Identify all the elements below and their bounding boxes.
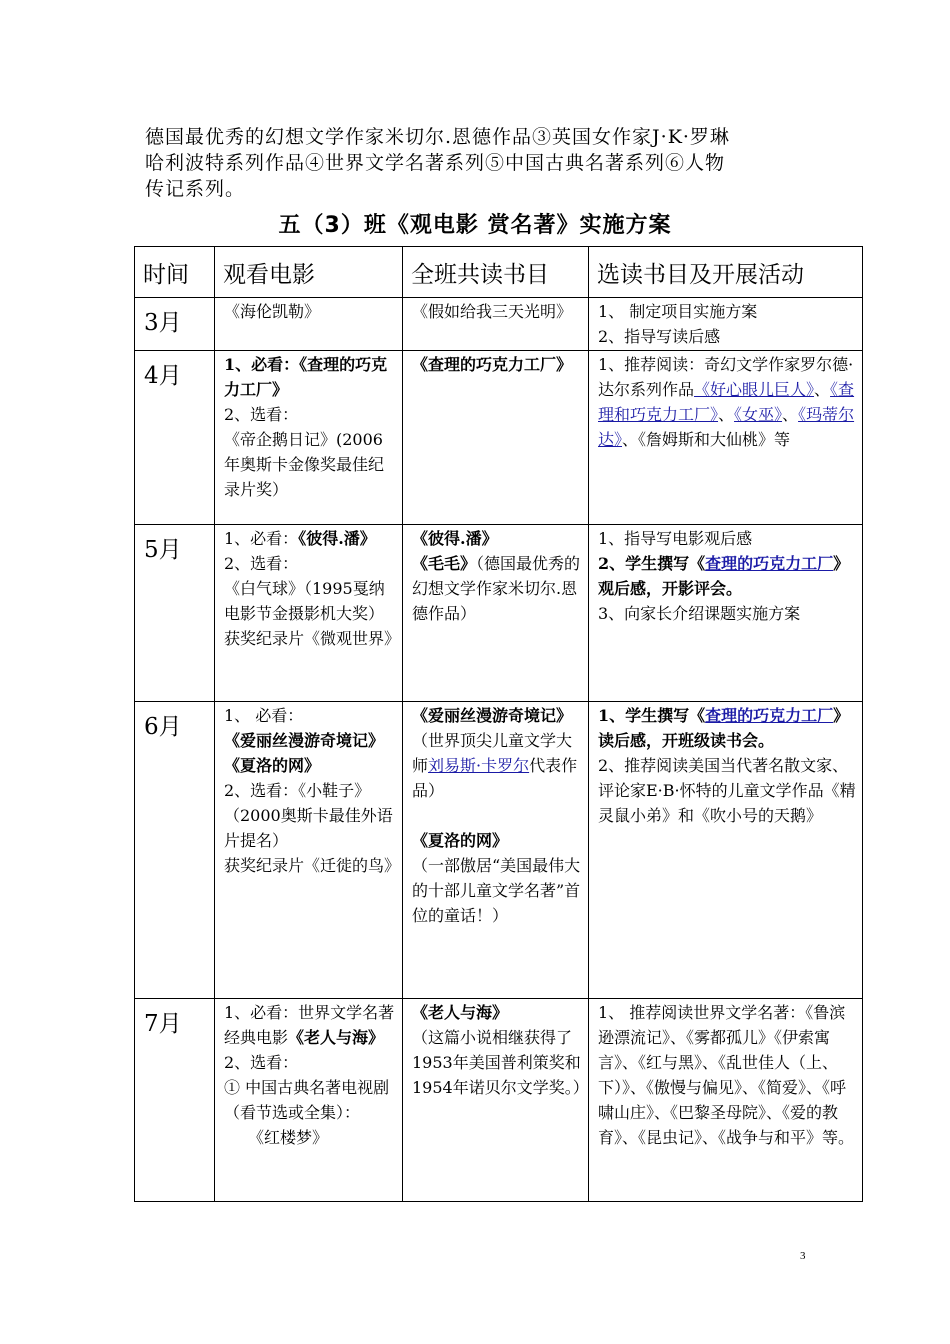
movie-optional-label: 2、选看： (224, 1053, 299, 1072)
table-row (135, 702, 863, 999)
intro-paragraph (145, 124, 825, 202)
movie-optional: ① 中国古典名著电视剧（看节选或全集）： (224, 1078, 390, 1122)
activity-text: 》观后感，开影评会。 (598, 554, 850, 598)
movie-required: 《老人与海》 (288, 1028, 385, 1047)
movie-optional: 获奖纪录片《微观世界》 (224, 629, 401, 648)
separator: 、 (718, 405, 735, 424)
book-text: 《假如给我三天光明》 (412, 302, 573, 321)
movie-optional: 《红楼梦》 (248, 1128, 329, 1147)
book-note: （世界顶尖儿童文学大师 (412, 731, 573, 775)
header-movie: 观看电影 (215, 247, 403, 298)
movie-optional-label: 2、选看： (224, 405, 299, 424)
movie-required-label: 1、必看： (224, 529, 299, 548)
month-cell: 5月 (135, 525, 215, 702)
activity-line: 2、指导写读后感 (598, 327, 721, 346)
movie-optional: 《白气球》（1995戛纳电影节金摄影机大奖） (224, 579, 385, 623)
plan-table (134, 246, 863, 1202)
movie-cell (215, 702, 403, 999)
separator: 、 (782, 405, 799, 424)
month-cell: 6月 (135, 702, 215, 999)
month-cell: 7月 (135, 999, 215, 1202)
book-cell (403, 525, 589, 702)
book-link[interactable]: 《查理和巧克力工厂》 (598, 380, 855, 424)
intro-line: 传记系列。 (145, 178, 246, 200)
book-cell (403, 999, 589, 1202)
activity-line: 1、 推荐阅读世界文学名著：《鲁滨逊漂流记》、《雾都孤儿》《伊索寓言》、《红与黑》、《乱世佳人（上、下）》、《傲慢与偏见》、《简爱》、《呼啸山庄》、《巴黎圣母院》、《爱的教育》、《昆虫记》、《战争与和平》等。 (598, 1003, 855, 1147)
activity-text: 、《詹姆斯和大仙桃》等 (622, 430, 791, 449)
book-title: 《夏洛的网》 (412, 831, 509, 850)
activity-cell (589, 999, 863, 1202)
movie-cell (215, 999, 403, 1202)
movie-optional-label: 2、选看： (224, 554, 299, 573)
intro-line: 哈利波特系列作品④世界文学名著系列⑤中国古典名著系列⑥人物 (145, 152, 726, 174)
movie-required: 《夏洛的网》 (224, 756, 321, 775)
table-row (135, 298, 863, 351)
activity-cell (589, 298, 863, 351)
activity-cell (589, 525, 863, 702)
movie-cell (215, 298, 403, 351)
activity-text: 2、学生撰写《 (598, 554, 706, 573)
book-note: （一部傲居“美国最伟大的十部儿童文学名著”首位的童话！） (412, 856, 581, 925)
book-title: 《老人与海》 (412, 1003, 509, 1022)
book-note: （这篇小说相继获得了1953年美国普利策奖和1954年诺贝尔文学奖。） (412, 1028, 589, 1097)
header-activities: 选读书目及开展活动 (589, 247, 863, 298)
document-title: 五（3）班《观电影 赏名著》实施方案 (278, 213, 672, 238)
movie-text: 《海伦凯勒》 (224, 302, 321, 321)
book-note: 代表作品） (412, 756, 578, 800)
month-cell: 3月 (135, 298, 215, 351)
table-header-row (135, 247, 863, 298)
book-title: 《爱丽丝漫游奇境记》 (412, 706, 573, 725)
header-shared-book: 全班共读书目 (403, 247, 589, 298)
activity-line: 1、指导写电影观后感 (598, 529, 753, 548)
author-link[interactable]: 刘易斯·卡罗尔 (428, 756, 530, 775)
book-cell (403, 298, 589, 351)
movie-optional: 获奖纪录片《迁徙的鸟》 (224, 856, 401, 875)
activity-line: 1、 制定项目实施方案 (598, 302, 758, 321)
book-link[interactable]: 查理的巧克力工厂 (705, 706, 834, 725)
book-link[interactable]: 《女巫》 (734, 405, 783, 424)
table-row (135, 999, 863, 1202)
activity-line: 2、推荐阅读美国当代著名散文家、评论家E·B·怀特的儿童文学作品《精灵鼠小弟》和《吹小号的天鹅》 (598, 756, 856, 825)
month-cell: 4月 (135, 351, 215, 525)
book-title: 《毛毛》 (412, 554, 477, 573)
movie-required: 《彼得.潘》 (298, 529, 376, 548)
table-row (135, 351, 863, 525)
activity-cell (589, 702, 863, 999)
table-row (135, 525, 863, 702)
movie-optional: 《帝企鹅日记》(2006年奥斯卡金像奖最佳纪录片奖） (224, 430, 385, 499)
book-note: （德国最优秀的幻想文学作家米切尔.恩德作品） (412, 554, 581, 623)
movie-cell (215, 351, 403, 525)
activity-line: 3、向家长介绍课题实施方案 (598, 604, 801, 623)
book-title: 《彼得.潘》 (412, 529, 498, 548)
header-time: 时间 (135, 247, 215, 298)
book-link[interactable]: 查理的巧克力工厂 (705, 554, 834, 573)
activity-text: 1、学生撰写《 (598, 706, 706, 725)
book-cell (403, 702, 589, 999)
activity-text: 1、推荐阅读：奇幻文学作家罗尔德·达尔系列作品 (598, 355, 854, 399)
book-title: 《查理的巧克力工厂》 (412, 355, 573, 374)
movie-optional: 2、选看：《小鞋子》（2000奥斯卡最佳外语片提名） (224, 781, 393, 850)
book-cell (403, 351, 589, 525)
activity-text: 》读后感，开班级读书会。 (598, 706, 850, 750)
movie-required-label: 1、必看：世界文学名著经典电影 (224, 1003, 395, 1047)
separator: 、 (814, 380, 831, 399)
book-link[interactable]: 《玛蒂尔达》 (598, 405, 855, 449)
book-link[interactable]: 《好心眼儿巨人》 (694, 380, 815, 399)
movie-cell (215, 525, 403, 702)
movie-required-label: 1、 必看： (224, 706, 304, 725)
page-number: 3 (800, 1250, 806, 1262)
activity-cell (589, 351, 863, 525)
movie-required: 《爱丽丝漫游奇境记》 (224, 731, 385, 750)
movie-required: 1、必看：《查理的巧克力工厂》 (224, 355, 388, 399)
intro-line: 德国最优秀的幻想文学作家米切尔.恩德作品③英国女作家J·K·罗琳 (145, 126, 730, 148)
